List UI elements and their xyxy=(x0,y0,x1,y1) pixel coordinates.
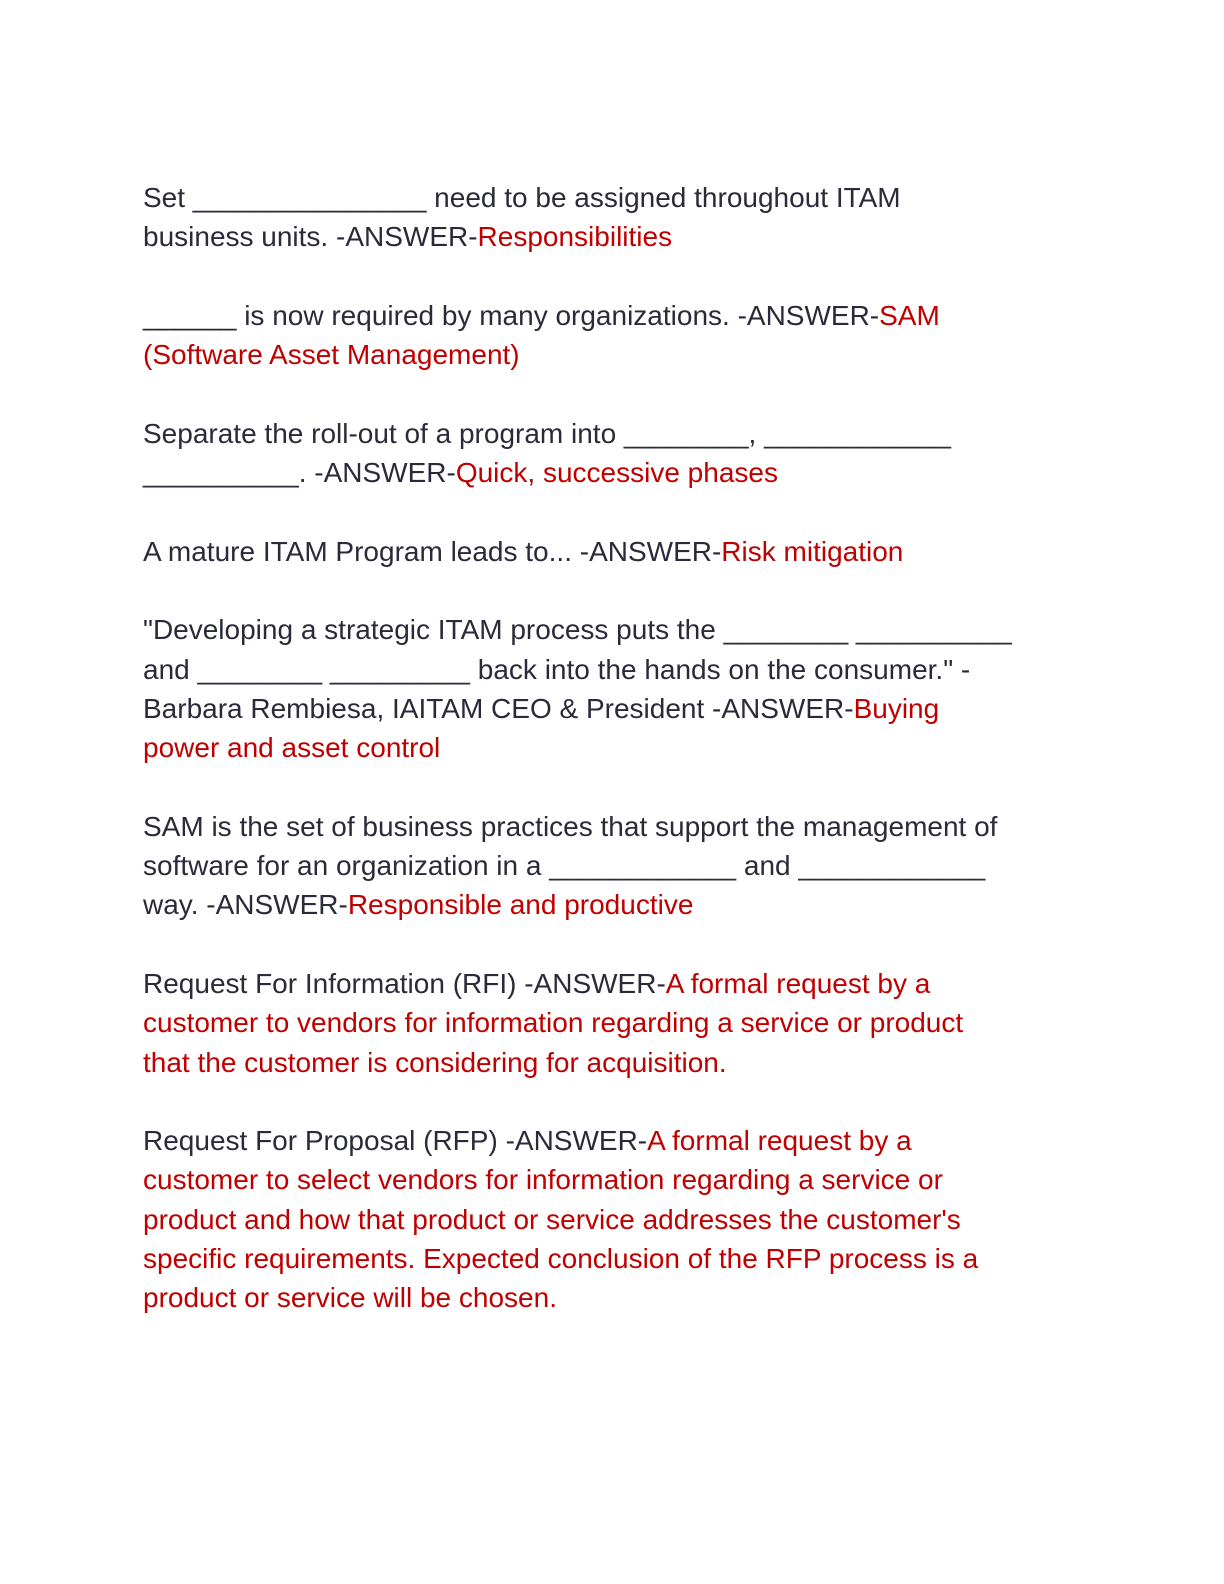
answer-text: Buying power and asset control xyxy=(143,692,940,764)
answer-text: Responsible and productive xyxy=(347,889,694,921)
answer-text: Responsibilities xyxy=(477,221,673,253)
qa-item xyxy=(143,296,1083,375)
question-text: Separate the roll-out of a program into ________, ____________ __________. -ANSWER- xyxy=(143,417,951,489)
question-text: SAM is the set of business practices that support the management of software for an organization in a ____________ and ____________ way. -ANSWER- xyxy=(143,810,998,921)
answer-text: Quick, successive phases xyxy=(455,457,778,489)
qa-item xyxy=(143,414,1083,493)
question-text: "Developing a strategic ITAM process puts the ________ __________ and ________ _________ back into the hands on the consumer." - Barbara Rembiesa, IAITAM CEO & President -ANSWER- xyxy=(143,614,1012,724)
question-text: Request For Information (RFI) -ANSWER- xyxy=(143,967,666,999)
qa-item xyxy=(143,532,1083,571)
qa-item xyxy=(143,610,1083,767)
answer-text: Risk mitigation xyxy=(721,535,904,567)
qa-item xyxy=(143,807,1083,925)
answer-text: A formal request by a customer to select vendors for information regarding a service or product and how that product or service addresses the customer's specific requirements. Expected conclusion of the RFP process is a product or service will be chosen. xyxy=(143,1125,979,1314)
question-text: A mature ITAM Program leads to... -ANSWER- xyxy=(143,535,722,567)
qa-item xyxy=(143,178,1083,257)
qa-item xyxy=(143,964,1083,1082)
question-text: Request For Proposal (RFP) -ANSWER- xyxy=(143,1125,648,1157)
question-text: Set _______________ need to be assigned throughout ITAM business units. -ANSWER- xyxy=(143,182,901,253)
qa-list xyxy=(143,178,1083,1357)
question-text: ______ is now required by many organizations. -ANSWER- xyxy=(143,299,880,331)
qa-item xyxy=(143,1121,1083,1317)
answer-text: SAM (Software Asset Management) xyxy=(143,299,940,371)
answer-text: A formal request by a customer to vendors for information regarding a service or product that the customer is considering for acquisition. xyxy=(143,967,964,1078)
